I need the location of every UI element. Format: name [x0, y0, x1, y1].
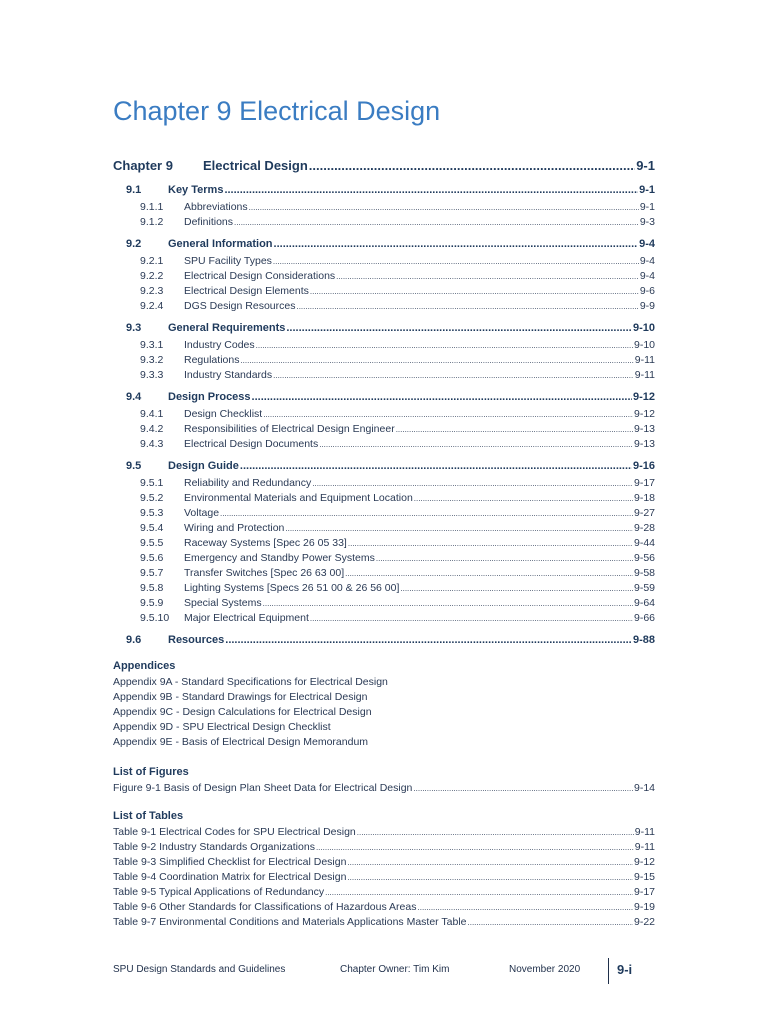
toc-entry-number: 9.3.1 — [140, 339, 164, 351]
figure-list — [113, 782, 655, 797]
leader-dots — [220, 507, 633, 519]
toc-subsection-entry[interactable] — [113, 567, 655, 582]
leader-dots — [234, 216, 639, 228]
toc-chapter-label: Electrical Design — [203, 158, 308, 173]
toc-entry-label: SPU Facility Types — [184, 255, 272, 267]
leader-dots — [296, 300, 638, 312]
figures-heading: List of Figures — [113, 766, 189, 778]
toc-entry-label: Table 9-5 Typical Applications of Redundancy — [113, 886, 325, 898]
leader-dots — [347, 856, 633, 868]
toc-entry-label: Design Process — [168, 391, 251, 403]
toc-section-entry[interactable] — [113, 184, 655, 201]
toc-entry-number: 9.5.9 — [140, 597, 164, 609]
toc-entry-label: General Requirements — [168, 322, 286, 334]
toc-entry-page: 9-4 — [639, 238, 655, 250]
leader-dots — [468, 916, 633, 928]
leader-dots — [256, 339, 633, 351]
appendix-link[interactable]: Appendix 9D - SPU Electrical Design Checklist — [113, 721, 331, 733]
toc-entry-number: 9.5 — [126, 460, 142, 472]
toc-entry-number: 9.1.1 — [140, 201, 164, 213]
toc-entry-label: Major Electrical Equipment — [184, 612, 309, 624]
toc-subsection-entry[interactable] — [113, 522, 655, 537]
appendix-list — [113, 676, 655, 751]
toc-entry-label: Resources — [168, 634, 225, 646]
leader-dots — [224, 184, 638, 196]
toc-entry-page: 9-27 — [633, 507, 655, 519]
toc-entry-number: 9.6 — [126, 634, 142, 646]
leader-dots — [325, 886, 633, 898]
toc-subsection-entry[interactable] — [113, 255, 655, 270]
toc-entry-label: Figure 9-1 Basis of Design Plan Sheet Data for Electrical Design — [113, 782, 413, 794]
toc-section-entry[interactable] — [113, 238, 655, 255]
table-list-entry[interactable] — [113, 871, 655, 886]
table-of-contents — [113, 158, 655, 658]
toc-entry-label: Environmental Materials and Equipment Location — [184, 492, 413, 504]
toc-entry-page: 9-58 — [633, 567, 655, 579]
toc-entry-label: Regulations — [184, 354, 240, 366]
toc-sections — [113, 184, 655, 651]
toc-subsection-entry[interactable] — [113, 537, 655, 552]
toc-entry-number: 9.4.1 — [140, 408, 164, 420]
chapter-title: Chapter 9 Electrical Design — [113, 96, 441, 126]
toc-entry-label: Industry Codes — [184, 339, 255, 351]
leader-dots — [316, 841, 634, 853]
toc-subsection-entry[interactable] — [113, 477, 655, 492]
leader-dots — [286, 322, 632, 334]
toc-entry-number: 9.5.1 — [140, 477, 164, 489]
footer-date: November 2020 — [509, 964, 581, 975]
leader-dots — [310, 285, 639, 297]
toc-entry-label: Table 9-7 Environmental Conditions and Materials Applications Master Table — [113, 916, 467, 928]
leader-dots — [249, 201, 639, 213]
table-list-entry[interactable] — [113, 841, 655, 856]
footer-document-title: SPU Design Standards and Guidelines — [113, 964, 286, 975]
figure-list-entry[interactable] — [113, 782, 655, 797]
toc-entry-label: Responsibilities of Electrical Design Engineer — [184, 423, 395, 435]
toc-entry-label: Abbreviations — [184, 201, 248, 213]
leader-dots — [274, 238, 639, 250]
toc-section — [113, 238, 655, 315]
toc-entry-label: Design Checklist — [184, 408, 263, 420]
toc-entry-label: Lighting Systems [Specs 26 51 00 & 26 56 00] — [184, 582, 400, 594]
toc-entry-page: 9-88 — [632, 634, 655, 646]
toc-entry-label: Wiring and Protection — [184, 522, 285, 534]
toc-entry-label: Special Systems — [184, 597, 262, 609]
leader-dots — [225, 634, 632, 646]
appendices-heading: Appendices — [113, 660, 176, 672]
toc-entry-page: 9-4 — [639, 255, 655, 267]
toc-subsection-entry[interactable] — [113, 216, 655, 231]
toc-chapter-page: 9-1 — [636, 158, 655, 173]
toc-entry-label: Table 9-6 Other Standards for Classifications of Hazardous Areas — [113, 901, 417, 913]
toc-entry-page: 9-11 — [634, 354, 655, 366]
table-list-entry[interactable] — [113, 916, 655, 931]
toc-subsection-entry[interactable] — [113, 552, 655, 567]
toc-entry-label: Electrical Design Elements — [184, 285, 309, 297]
toc-section-entry[interactable] — [113, 391, 655, 408]
toc-entry-page: 9-9 — [639, 300, 655, 312]
table-list — [113, 826, 655, 931]
toc-entry-number: 9.2.2 — [140, 270, 164, 282]
table-list-entry[interactable] — [113, 856, 655, 871]
toc-section — [113, 391, 655, 453]
toc-section-entry[interactable] — [113, 322, 655, 339]
footer-chapter-owner: Chapter Owner: Tim Kim — [340, 964, 450, 975]
toc-entry-page: 9-44 — [633, 537, 655, 549]
leader-dots — [348, 537, 633, 549]
toc-chapter-number: Chapter 9 — [113, 158, 173, 173]
leader-dots — [357, 826, 634, 838]
leader-dots — [240, 354, 633, 366]
toc-entry-label: Table 9-1 Electrical Codes for SPU Electrical Design — [113, 826, 356, 838]
leader-dots — [310, 612, 633, 624]
toc-entry-page: 9-3 — [639, 216, 655, 228]
toc-entry-page: 9-66 — [633, 612, 655, 624]
toc-section-entry[interactable] — [113, 460, 655, 477]
leader-dots — [347, 871, 633, 883]
toc-entry-page: 9-11 — [634, 369, 655, 381]
leader-dots — [312, 477, 633, 489]
leader-dots — [400, 582, 633, 594]
leader-dots — [319, 438, 633, 450]
toc-entry-label: Key Terms — [168, 184, 224, 196]
toc-entry-label: General Information — [168, 238, 273, 250]
toc-entry-page: 9-13 — [633, 438, 655, 450]
page-footer — [113, 958, 655, 984]
toc-entry-number: 9.3 — [126, 322, 142, 334]
appendices-block — [113, 656, 655, 751]
toc-subsection-entry[interactable] — [113, 369, 655, 384]
toc-entry-number: 9.4.2 — [140, 423, 164, 435]
toc-entry-number: 9.5.8 — [140, 582, 164, 594]
toc-entry-label: Definitions — [184, 216, 234, 228]
leader-dots — [396, 423, 633, 435]
toc-entry-number: 9.2.1 — [140, 255, 164, 267]
toc-subsection-entry[interactable] — [113, 300, 655, 315]
footer-divider — [608, 958, 609, 984]
toc-entry-page: 9-64 — [633, 597, 655, 609]
toc-entry-page: 9-1 — [639, 184, 655, 196]
toc-subsection-entry[interactable] — [113, 270, 655, 285]
toc-entry-label: Design Guide — [168, 460, 239, 472]
toc-entry-number: 9.5.2 — [140, 492, 164, 504]
toc-entry-label: Electrical Design Considerations — [184, 270, 336, 282]
appendix-link[interactable]: Appendix 9A - Standard Specifications for Electrical Design — [113, 676, 388, 688]
toc-entry-label: Table 9-3 Simplified Checklist for Electrical Design — [113, 856, 347, 868]
appendix-link[interactable]: Appendix 9B - Standard Drawings for Electrical Design — [113, 691, 368, 703]
leader-dots — [309, 158, 635, 173]
toc-entry-page: 9-59 — [633, 582, 655, 594]
toc-section — [113, 322, 655, 384]
leader-dots — [285, 522, 633, 534]
toc-entry-page: 9-6 — [639, 285, 655, 297]
toc-entry-page: 9-16 — [632, 460, 655, 472]
toc-entry-label: DGS Design Resources — [184, 300, 296, 312]
leader-dots — [273, 369, 634, 381]
toc-entry-number: 9.2.3 — [140, 285, 164, 297]
toc-subsection-entry[interactable] — [113, 582, 655, 597]
leader-dots — [414, 492, 633, 504]
toc-entry-page: 9-12 — [633, 408, 655, 420]
toc-subsection-entry[interactable] — [113, 507, 655, 522]
toc-section — [113, 460, 655, 627]
leader-dots — [418, 901, 633, 913]
toc-entry-label: Voltage — [184, 507, 220, 519]
leader-dots — [376, 552, 633, 564]
toc-entry-label: Industry Standards — [184, 369, 273, 381]
appendix-link[interactable]: Appendix 9C - Design Calculations for Electrical Design — [113, 706, 372, 718]
toc-subsection-entry[interactable] — [113, 285, 655, 300]
footer-page-number: 9-i — [617, 962, 633, 977]
toc-entry-page: 9-56 — [633, 552, 655, 564]
toc-entry-page: 9-17 — [633, 477, 655, 489]
tables-heading: List of Tables — [113, 810, 184, 822]
toc-section-entry[interactable] — [113, 634, 655, 651]
appendix-link[interactable]: Appendix 9E - Basis of Electrical Design Memorandum — [113, 736, 369, 748]
toc-entry-page: 9-1 — [639, 201, 655, 213]
toc-entry-page: 9-10 — [633, 339, 655, 351]
toc-subsection-entry[interactable] — [113, 201, 655, 216]
toc-subsection-entry[interactable] — [113, 339, 655, 354]
toc-entry-number: 9.2 — [126, 238, 142, 250]
leader-dots — [336, 270, 639, 282]
toc-chapter-entry[interactable] — [113, 158, 655, 178]
toc-entry-page: 9-11 — [634, 841, 655, 853]
toc-entry-number: 9.5.7 — [140, 567, 164, 579]
toc-entry-number: 9.1.2 — [140, 216, 164, 228]
toc-entry-page: 9-4 — [639, 270, 655, 282]
toc-entry-label: Raceway Systems [Spec 26 05 33] — [184, 537, 347, 549]
toc-entry-page: 9-12 — [632, 391, 655, 403]
leader-dots — [273, 255, 639, 267]
leader-dots — [240, 460, 632, 472]
toc-entry-label: Reliability and Redundancy — [184, 477, 312, 489]
toc-subsection-entry[interactable] — [113, 438, 655, 453]
toc-subsection-entry[interactable] — [113, 354, 655, 369]
figures-block — [113, 762, 655, 797]
toc-entry-page: 9-13 — [633, 423, 655, 435]
toc-entry-page: 9-18 — [633, 492, 655, 504]
toc-section — [113, 184, 655, 231]
toc-entry-page: 9-28 — [633, 522, 655, 534]
toc-entry-label: Electrical Design Documents — [184, 438, 319, 450]
toc-entry-number: 9.5.6 — [140, 552, 164, 564]
toc-entry-number: 9.2.4 — [140, 300, 164, 312]
toc-entry-label: Emergency and Standby Power Systems — [184, 552, 375, 564]
table-list-entry[interactable] — [113, 901, 655, 916]
toc-entry-number: 9.3.2 — [140, 354, 164, 366]
table-list-entry[interactable] — [113, 886, 655, 901]
toc-entry-number: 9.5.4 — [140, 522, 164, 534]
toc-subsection-entry[interactable] — [113, 597, 655, 612]
leader-dots — [413, 782, 633, 794]
toc-subsection-entry[interactable] — [113, 492, 655, 507]
toc-entry-number: 9.3.3 — [140, 369, 164, 381]
toc-entry-label: Table 9-4 Coordination Matrix for Electrical Design — [113, 871, 347, 883]
toc-section — [113, 634, 655, 651]
toc-entry-page: 9-22 — [633, 916, 655, 928]
toc-entry-number: 9.4 — [126, 391, 142, 403]
toc-entry-number: 9.5.5 — [140, 537, 164, 549]
toc-subsection-entry[interactable] — [113, 408, 655, 423]
toc-entry-page: 9-19 — [633, 901, 655, 913]
toc-entry-page: 9-10 — [632, 322, 655, 334]
toc-entry-number: 9.4.3 — [140, 438, 164, 450]
toc-subsection-entry[interactable] — [113, 423, 655, 438]
toc-entry-page: 9-14 — [633, 782, 655, 794]
table-list-entry[interactable] — [113, 826, 655, 841]
toc-entry-number: 9.5.10 — [140, 612, 170, 624]
tables-block — [113, 806, 655, 931]
toc-entry-page: 9-15 — [633, 871, 655, 883]
toc-entry-page: 9-11 — [634, 826, 655, 838]
leader-dots — [252, 391, 632, 403]
leader-dots — [263, 597, 633, 609]
leader-dots — [263, 408, 633, 420]
toc-entry-number: 9.5.3 — [140, 507, 164, 519]
toc-entry-page: 9-12 — [633, 856, 655, 868]
toc-entry-label: Table 9-2 Industry Standards Organizations — [113, 841, 315, 853]
toc-entry-page: 9-17 — [633, 886, 655, 898]
toc-entry-label: Transfer Switches [Spec 26 63 00] — [184, 567, 345, 579]
leader-dots — [345, 567, 633, 579]
toc-subsection-entry[interactable] — [113, 612, 655, 627]
toc-entry-number: 9.1 — [126, 184, 142, 196]
